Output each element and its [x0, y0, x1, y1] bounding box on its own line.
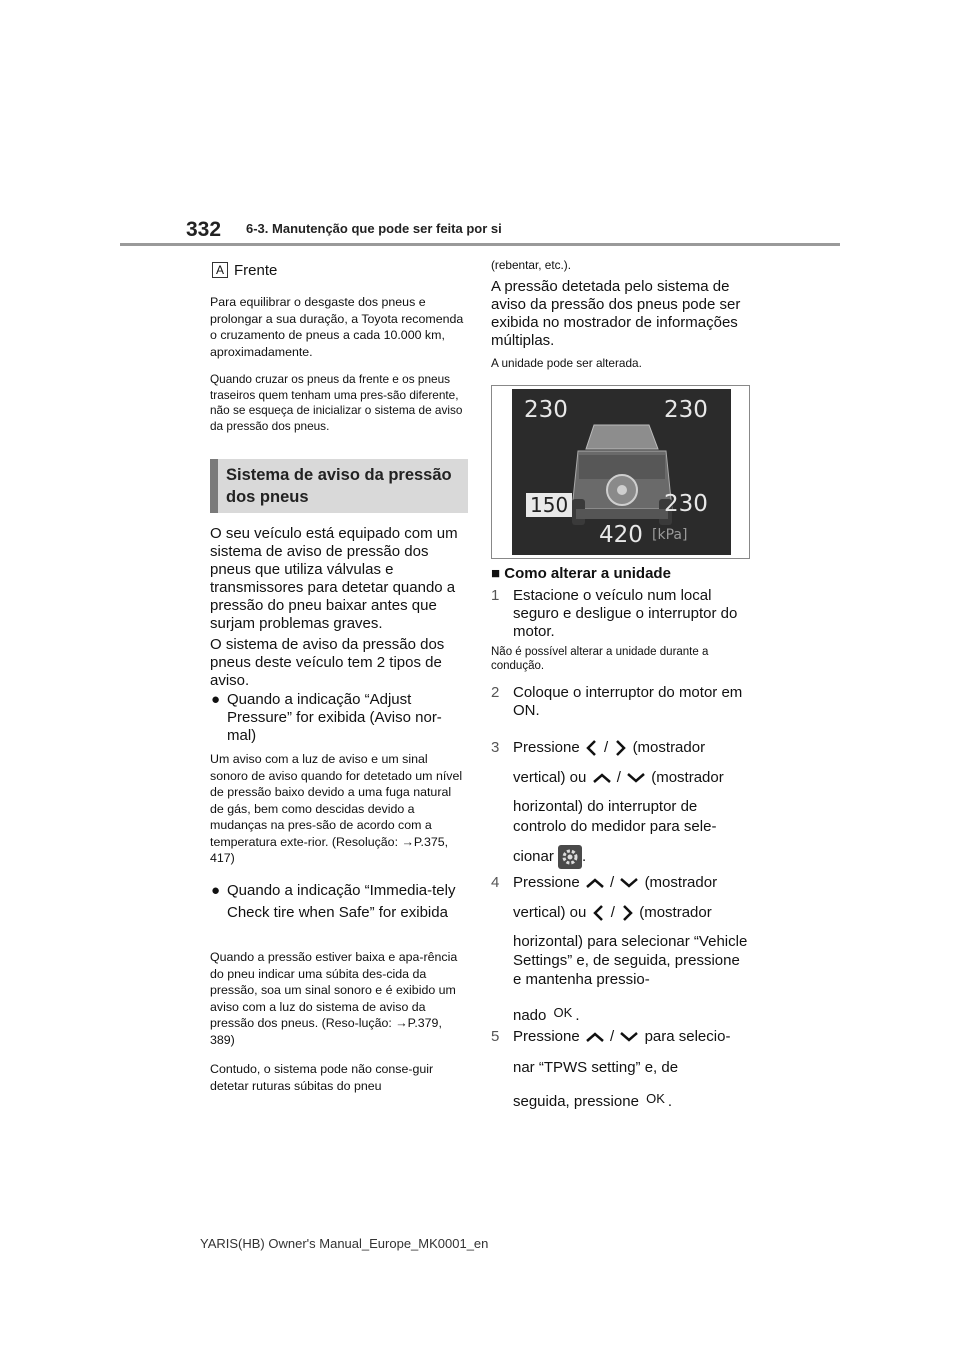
label-a-box: A	[212, 262, 228, 278]
step3-part-a: Pressione	[513, 739, 580, 756]
immediately-check-note: Quando a pressão estiver baixa e apa-rência do pneu indicar uma súbita des-cida da pressão, soa um sinal sonoro e é exibido um aviso com a luz do sistema de aviso da pressão dos pneus. (Reso-lução: →P.379, 389)	[210, 950, 458, 1047]
bullet-dot-icon: ●	[211, 882, 221, 899]
step5-part-d: seguida, pressione	[513, 1093, 639, 1110]
subheading-text: Como alterar a unidade	[504, 565, 671, 582]
slash: /	[604, 739, 609, 756]
bullet-immediately-text: Quando a indicação “Immedia-tely Check tire when Safe” for exibida	[227, 882, 456, 921]
step5-part-c: nar “TPWS setting” e, de	[513, 1059, 679, 1076]
step4-part-c: vertical) ou	[513, 904, 587, 921]
step4-part-d: (mostrador	[639, 904, 712, 921]
front-left-pressure: 230	[524, 397, 568, 423]
spare-pressure: 420	[599, 522, 643, 548]
section-title-bar	[210, 459, 218, 513]
step-4	[491, 868, 749, 1031]
page-number: 332	[186, 218, 222, 241]
rear-left-pressure-warning: 150	[526, 493, 572, 517]
ok-button-icon: OK	[646, 1091, 665, 1106]
up-arrow-icon	[591, 771, 613, 785]
step4-part-a: Pressione	[513, 874, 580, 891]
bullet-dot-icon: ●	[211, 691, 221, 708]
pressure-unit: [kPa]	[652, 527, 688, 543]
bullet-adjust-text: Quando a indicação “Adjust Pressure” for exibida (Aviso nor-mal)	[227, 691, 442, 744]
section-title-box	[210, 459, 468, 513]
up-arrow-icon	[584, 1030, 606, 1044]
step-number: 3	[491, 739, 500, 756]
display-paragraph: A pressão detetada pelo sistema de aviso da pressão dos pneus pode ser exibida no mostrador de informações múltiplas.	[491, 278, 741, 349]
step4-part-f: nado	[513, 1007, 547, 1024]
step-number: 1	[491, 587, 500, 604]
right-arrow-icon	[612, 738, 628, 758]
continuation-text: (rebentar, etc.).	[491, 258, 571, 272]
section-header: 6-3. Manutenção que pode ser feita por si	[246, 221, 502, 236]
step-text: Coloque o interruptor do motor em ON.	[513, 684, 743, 719]
left-arrow-icon	[584, 738, 600, 758]
bullet-adjust-pressure	[211, 691, 467, 745]
step-text: Estacione o veículo num local seguro e desligue o interruptor do motor.	[513, 587, 738, 640]
step4-part-b: (mostrador	[644, 874, 718, 891]
step3-part-d: (mostrador	[651, 769, 724, 786]
section-title-line2: dos pneus	[226, 488, 309, 506]
step-text: Pressione / (mostrador vertical) ou / (mostrador horizontal) do interruptor de controlo do medidor para sele- cionar .	[513, 733, 749, 872]
front-right-pressure: 230	[664, 397, 708, 423]
left-arrow-icon	[591, 903, 607, 923]
tpws-types: O sistema de aviso da pressão dos pneus deste veículo tem 2 tipos de aviso.	[210, 636, 445, 689]
frente-label	[212, 262, 467, 280]
ok-button-icon: OK	[553, 1005, 573, 1020]
right-arrow-icon	[619, 903, 635, 923]
step-number: 4	[491, 874, 500, 891]
up-arrow-icon	[584, 876, 606, 890]
unit-note: A unidade pode ser alterada.	[491, 356, 642, 370]
step-3	[491, 733, 749, 872]
step-5	[491, 1021, 749, 1117]
step-text: Pressione / (mostrador vertical) ou / (mostrador horizontal) para selecionar “Vehicle Settings” e, de seguida, pressione e mantenha pressio- nado OK .	[513, 868, 749, 1031]
step3-part-f: cionar	[513, 848, 554, 865]
step-1	[491, 587, 749, 641]
sudden-burst-note: Contudo, o sistema pode não conse-guir detetar ruturas súbitas do pneu	[210, 1062, 434, 1093]
rear-right-pressure: 230	[664, 491, 708, 517]
slash: /	[610, 874, 615, 891]
step5-part-a: Pressione	[513, 1028, 580, 1045]
step4-part-e: horizontal) para selecionar “Vehicle Settings” e, de seguida, pressione e mantenha pressio-	[513, 933, 748, 988]
step3-part-e: horizontal) do interruptor de controlo do medidor para sele-	[513, 798, 717, 835]
tpws-intro: O seu veículo está equipado com um sistema de aviso de pressão dos pneus que utiliza válvulas e transmissores para detetar quando a pressão do pneu baixar antes que surjam problemas graves.	[210, 525, 458, 632]
down-arrow-icon	[618, 1030, 640, 1044]
settings-gear-icon	[558, 845, 582, 869]
step-2	[491, 684, 749, 720]
slash: /	[616, 769, 621, 786]
down-arrow-icon	[618, 876, 640, 890]
slash: /	[610, 904, 615, 921]
step-text: Pressione / para selecio- nar “TPWS setting” e, de seguida, pressione OK .	[513, 1021, 749, 1117]
step5-part-b: para selecio-	[644, 1028, 731, 1045]
header-divider	[120, 243, 840, 246]
adjust-pressure-note: Um aviso com a luz de aviso e um sinal sonoro de aviso quando for detetado um nível de pressão baixo devido a uma fuga natural de gás, bem como descidas devido a mudanças na pres-são de acordo com a temperatura exte-rior. (Resolução: →P.375, 417)	[210, 752, 463, 865]
section-title	[226, 464, 466, 508]
footer-manual-id: YARIS(HB) Owner's Manual_Europe_MK0001_en	[200, 1236, 489, 1251]
tire-pressure-display-figure	[491, 385, 750, 559]
step3-part-b: (mostrador	[632, 739, 706, 756]
section-title-line1: Sistema de aviso da pressão	[226, 466, 452, 484]
slash: /	[610, 1028, 615, 1045]
multi-information-display	[512, 389, 731, 555]
square-bullet-icon: ■	[491, 565, 501, 582]
frente-text: Frente	[234, 262, 278, 279]
step-number: 2	[491, 684, 500, 701]
rotation-note: Quando cruzar os pneus da frente e os pneus traseiros quem tenham uma pres-são diferente, não se esqueça de inicializar o sistema de aviso da pressão dos pneus.	[210, 372, 463, 433]
down-arrow-icon	[625, 771, 647, 785]
subheading-change-unit	[491, 565, 746, 583]
rotation-paragraph: Para equilibrar o desgaste dos pneus e prolongar a sua duração, a Toyota recomenda o cruzamento de pneus a cada 10.000 km, aproximadamente.	[210, 295, 464, 359]
bullet-immediately-check	[211, 880, 467, 924]
step3-part-c: vertical) ou	[513, 769, 587, 786]
step-1-note: Não é possível alterar a unidade durante a condução.	[491, 646, 709, 672]
step-number: 5	[491, 1028, 500, 1045]
